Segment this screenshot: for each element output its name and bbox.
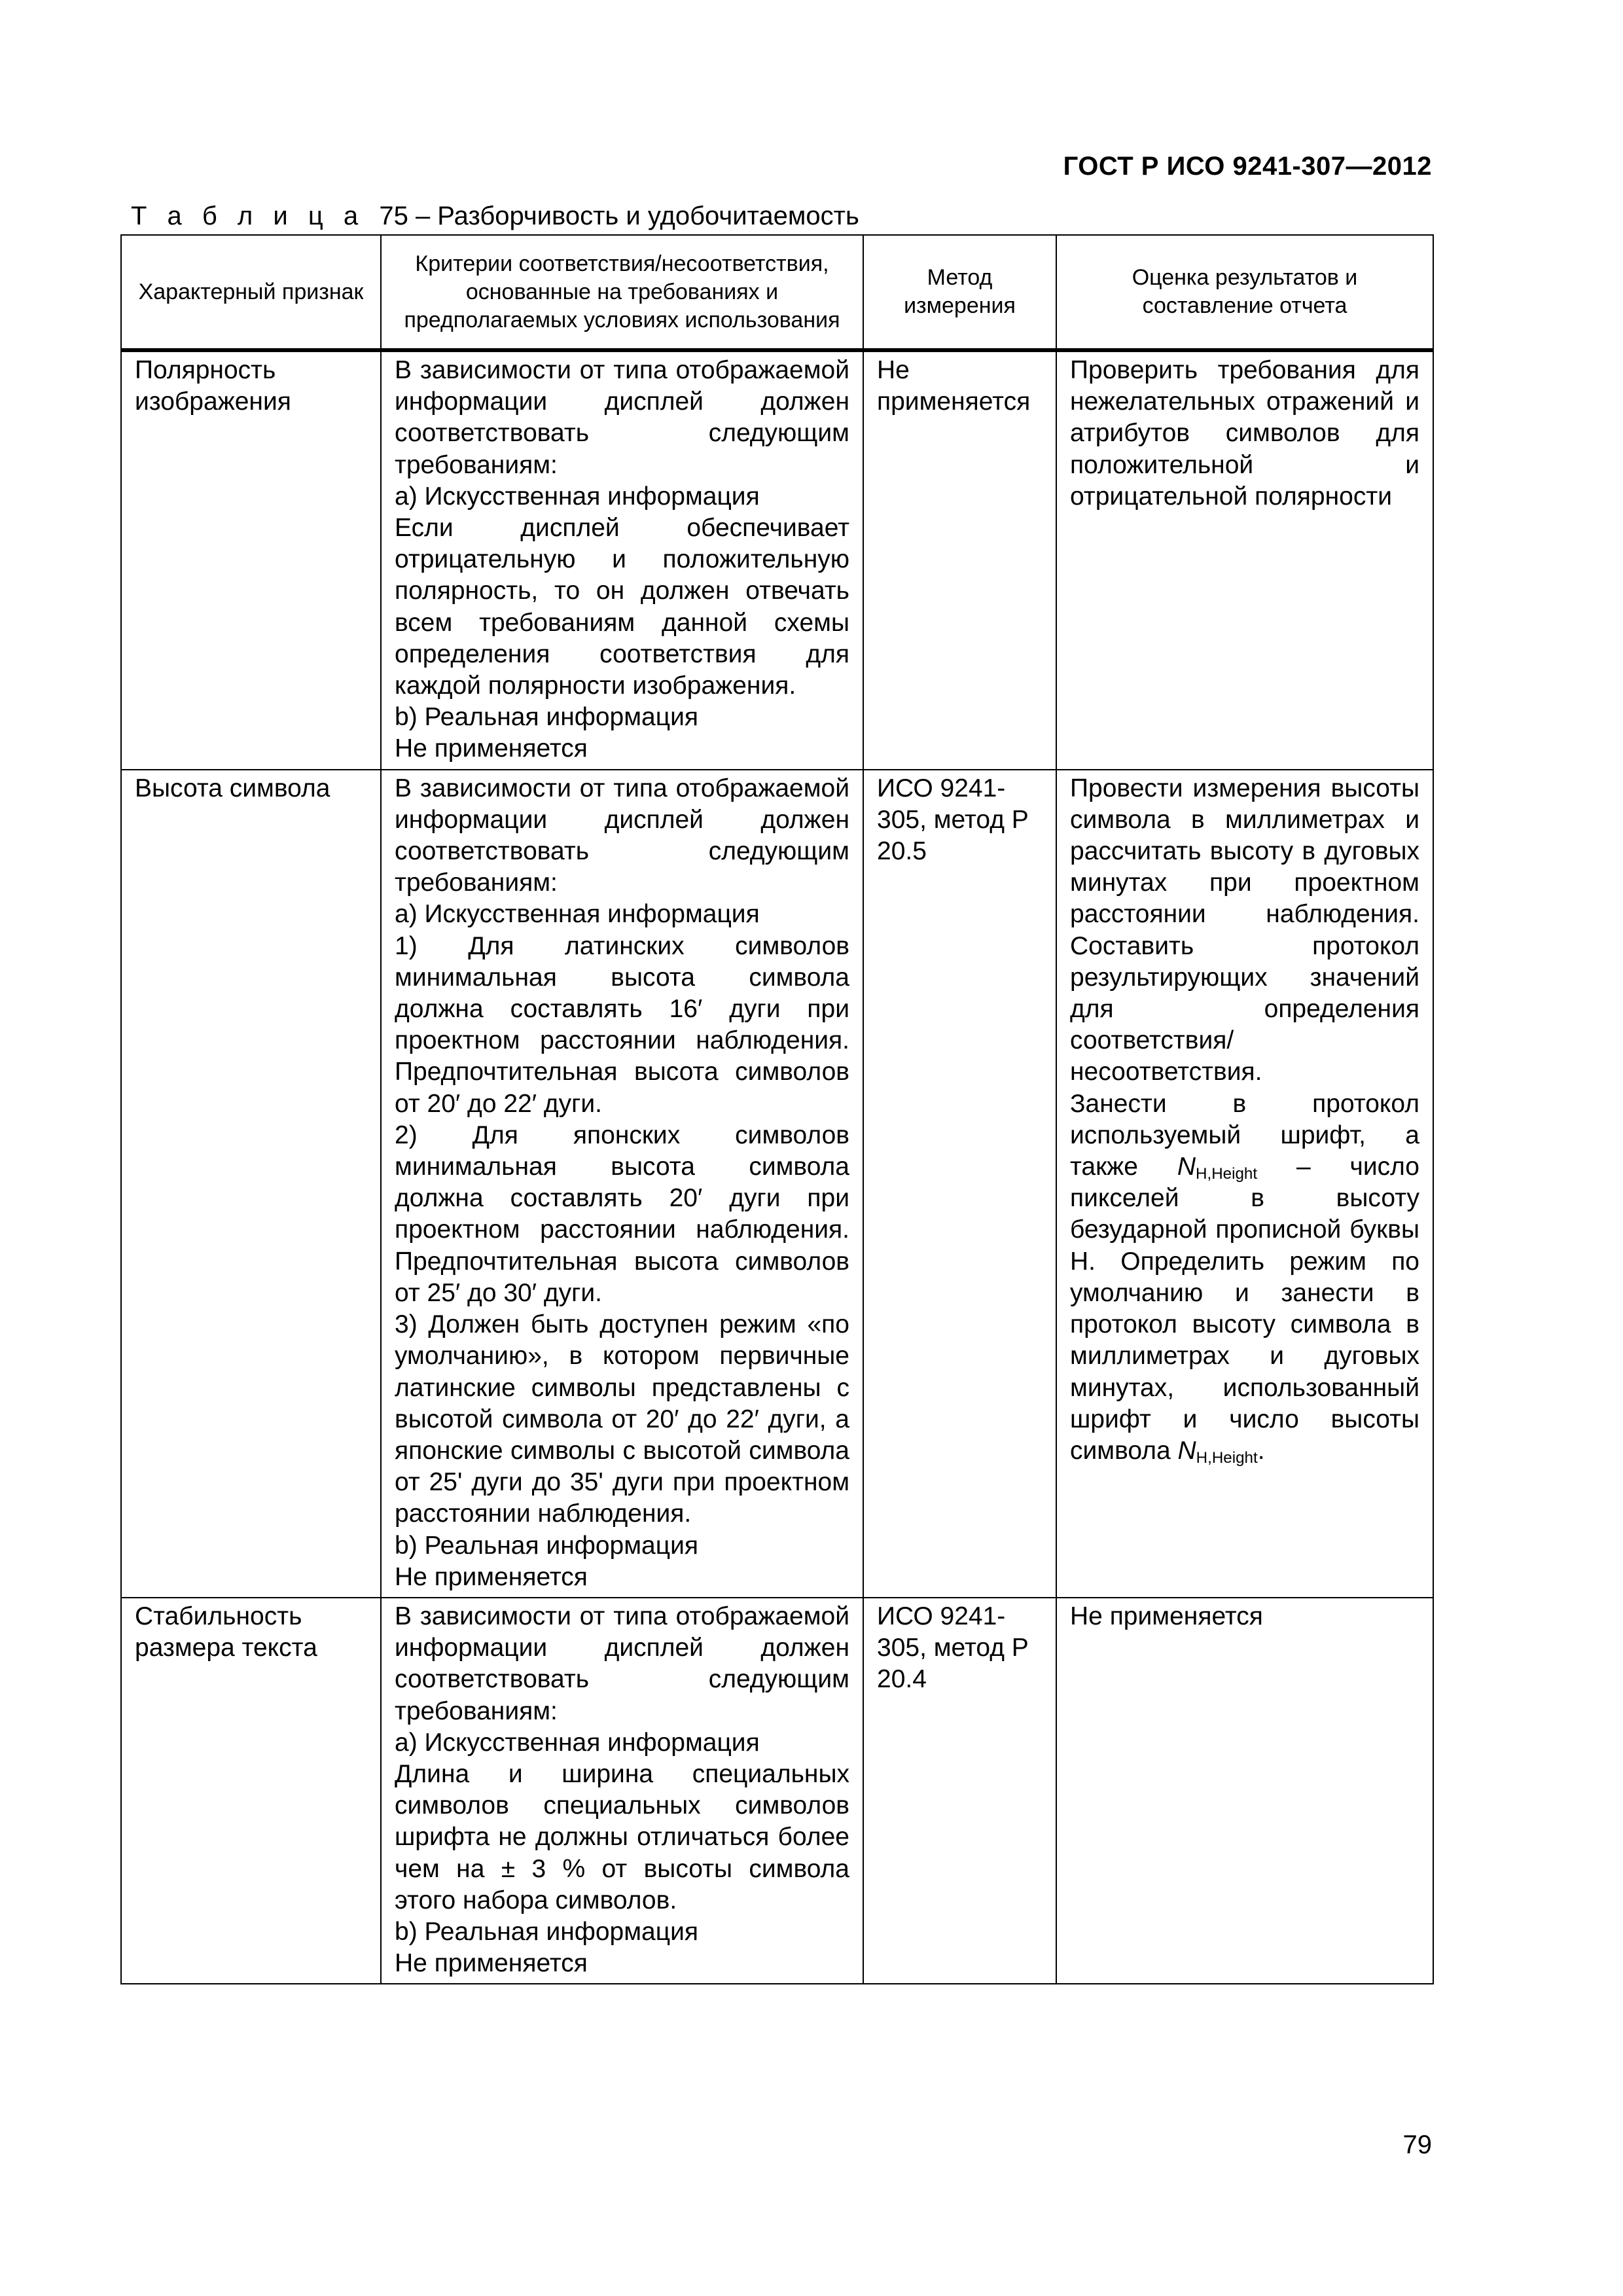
criteria-paragraph: 2) Для японских символов минимальная высота символа должна составлять 20′ дуги при проектном расстоянии наблюдения. Предпочтительная высота символов от 25′ до 30′ дуги. [395, 1121, 849, 1307]
table-header-row [121, 235, 1433, 350]
table-row [121, 770, 1433, 1598]
criteria-cell [381, 1598, 863, 1984]
variable-n: N [1177, 1436, 1196, 1465]
table-caption-label: Т а б л и ц а [131, 202, 365, 230]
method-cell: ИСО 9241-305, метод Р 20.5 [863, 770, 1056, 1598]
criteria-paragraph: b) Реальная информация [395, 1531, 698, 1560]
criteria-paragraph: В зависимости от типа отображаемой информации дисплей должен соответствовать следующим требованиям: [395, 356, 849, 479]
criteria-paragraph: b) Реальная информация [395, 703, 698, 732]
column-header-feature: Характерный признак [121, 235, 381, 350]
feature-cell: Полярность изображения [121, 350, 381, 770]
criteria-paragraph: Если дисплей обеспечивает отрицательную и положительную полярность, то он должен отвечать всем требованиям данной схемы определения соответствия для каждой полярности изображения. [395, 514, 849, 700]
evaluation-paragraph: Занести в протокол используемый шрифт, а также $N_{H,Height}$ – число пикселей в высоту безударной прописной буквы Н. Определить режим по умолчанию и занести в протокол высоту символа в миллиметрах и дуговых минутах, использованный шрифт и число высоты символа $N_{H,Height}$. [1070, 1089, 1419, 1467]
legibility-table [120, 234, 1434, 1984]
evaluation-cell [1056, 770, 1433, 1598]
evaluation-paragraph: Провести измерения высоты символа в миллиметрах и рассчитать высоту в дуговых минутах при проектном расстоянии наблюдения. Составить протокол результирующих значений для определения соответствия/несоответствия. [1070, 774, 1419, 1086]
method-cell: Не применяется [863, 350, 1056, 770]
evaluation-cell: Не применяется [1056, 1598, 1433, 1984]
evaluation-cell: Проверить требования для нежелательных отражений и атрибутов символов для положительной и отрицательной полярности [1056, 350, 1433, 770]
criteria-paragraph: a) Искусственная информация [395, 482, 760, 511]
criteria-paragraph: 1) Для латинских символов минимальная высота символа должна составлять 16′ дуги при проектном расстоянии наблюдения. Предпочтительная высота символов от 20′ до 22′ дуги. [395, 931, 849, 1118]
standard-header: ГОСТ Р ИСО 9241-307—2012 [1063, 152, 1432, 181]
criteria-paragraph: В зависимости от типа отображаемой информации дисплей должен соответствовать следующим требованиям: [395, 1602, 849, 1725]
table-caption [131, 202, 859, 231]
criteria-paragraph: В зависимости от типа отображаемой информации дисплей должен соответствовать следующим требованиям: [395, 774, 849, 897]
table-row [121, 1598, 1433, 1984]
criteria-paragraph: Длина и ширина специальных символов специальных символов шрифта не должны отличаться более чем на ± 3 % от высоты символа этого набора символов. [395, 1759, 849, 1914]
criteria-paragraph: b) Реальная информация [395, 1917, 698, 1946]
column-header-evaluation: Оценка результатов и составление отчета [1056, 235, 1433, 350]
criteria-paragraph: a) Искусственная информация [395, 1728, 760, 1757]
criteria-cell [381, 770, 863, 1598]
column-header-method: Метод измерения [863, 235, 1056, 350]
criteria-paragraph: Не применяется [395, 1562, 588, 1591]
criteria-paragraph: Не применяется [395, 734, 588, 763]
page-number: 79 [1402, 2130, 1432, 2159]
feature-cell: Высота символа [121, 770, 381, 1598]
criteria-paragraph: a) Искусственная информация [395, 900, 760, 929]
table-row [121, 350, 1433, 770]
criteria-paragraph: 3) Должен быть доступен режим «по умолчанию», в котором первичные латинские символы представлены с высотой символа от 20′ до 22′ дуги, а японские символы с высотой символа от 25' дуги до 35' дуги при проектном расстоянии наблюдения. [395, 1310, 849, 1528]
criteria-cell [381, 350, 863, 770]
method-cell: ИСО 9241-305, метод Р 20.4 [863, 1598, 1056, 1984]
column-header-criteria: Критерии соответствия/несоответствия, основанные на требованиях и предполагаемых условиях использования [381, 235, 863, 350]
table-caption-title: 75 – Разборчивость и удобочитаемость [379, 202, 859, 230]
variable-n: N [1177, 1153, 1196, 1181]
criteria-paragraph: Не применяется [395, 1949, 588, 1978]
feature-cell: Стабильность размера текста [121, 1598, 381, 1984]
